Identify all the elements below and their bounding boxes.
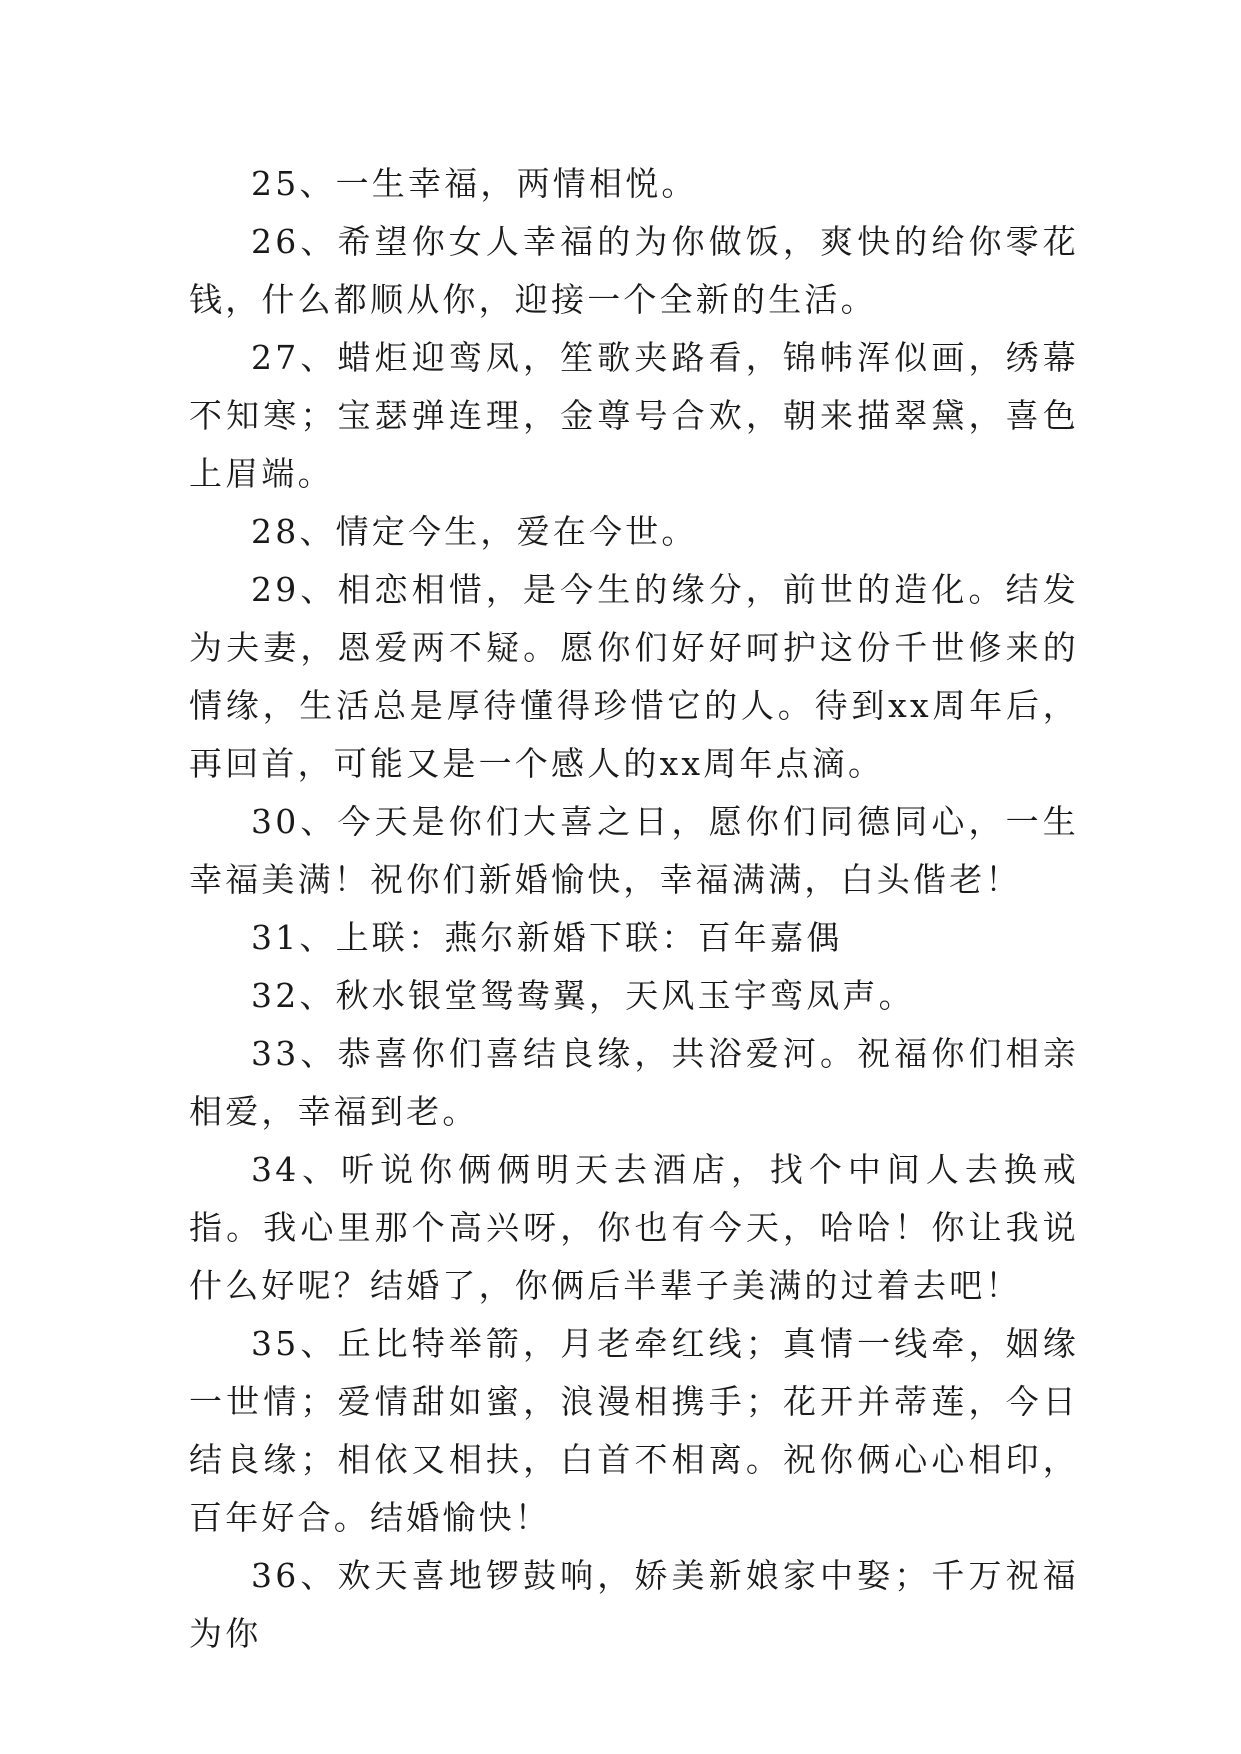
paragraph-25: 25、一生幸福，两情相悦。	[251, 164, 698, 203]
paragraph-33: 33、恭喜你们喜结良缘，共浴爱河。祝福你们相亲相爱，幸福到老。	[189, 1034, 1079, 1131]
paragraph-29: 29、相恋相惜，是今生的缘分，前世的造化。结发为夫妻，恩爱两不疑。愿你们好好呵护这份千世修来的情缘，生活总是厚待懂得珍惜它的人。待到xx周年后，再回首，可能又是一个感人的xx周年点滴。	[189, 570, 1079, 783]
paragraph-32: 32、秋水银堂鸳鸯翼，天风玉宇鸾凤声。	[251, 976, 915, 1015]
document-body	[189, 155, 1079, 1663]
paragraph-34: 34、听说你俩俩明天去酒店，找个中间人去换戒指。我心里那个高兴呀，你也有今天，哈哈！你让我说什么好呢？结婚了，你俩后半辈子美满的过着去吧！	[189, 1150, 1079, 1305]
paragraph-30: 30、今天是你们大喜之日，愿你们同德同心，一生幸福美满！祝你们新婚愉快，幸福满满，白头偕老！	[189, 802, 1079, 899]
paragraph-31: 31、上联：燕尔新婚下联：百年嘉偶	[251, 918, 843, 957]
paragraph-27: 27、蜡炬迎鸾凤，笙歌夹路看，锦帏浑似画，绣幕不知寒；宝瑟弹连理，金尊号合欢，朝来描翠黛，喜色上眉端。	[189, 338, 1079, 493]
paragraph-26: 26、希望你女人幸福的为你做饭，爽快的给你零花钱，什么都顺从你，迎接一个全新的生活。	[189, 222, 1079, 319]
paragraph-35: 35、丘比特举箭，月老牵红线；真情一线牵，姻缘一世情；爱情甜如蜜，浪漫相携手；花开并蒂莲，今日结良缘；相依又相扶，白首不相离。祝你俩心心相印，百年好合。结婚愉快！	[189, 1324, 1079, 1537]
paragraph-36: 36、欢天喜地锣鼓响，娇美新娘家中娶；千万祝福为你	[189, 1556, 1079, 1653]
paragraph-28: 28、情定今生，爱在今世。	[251, 512, 698, 551]
